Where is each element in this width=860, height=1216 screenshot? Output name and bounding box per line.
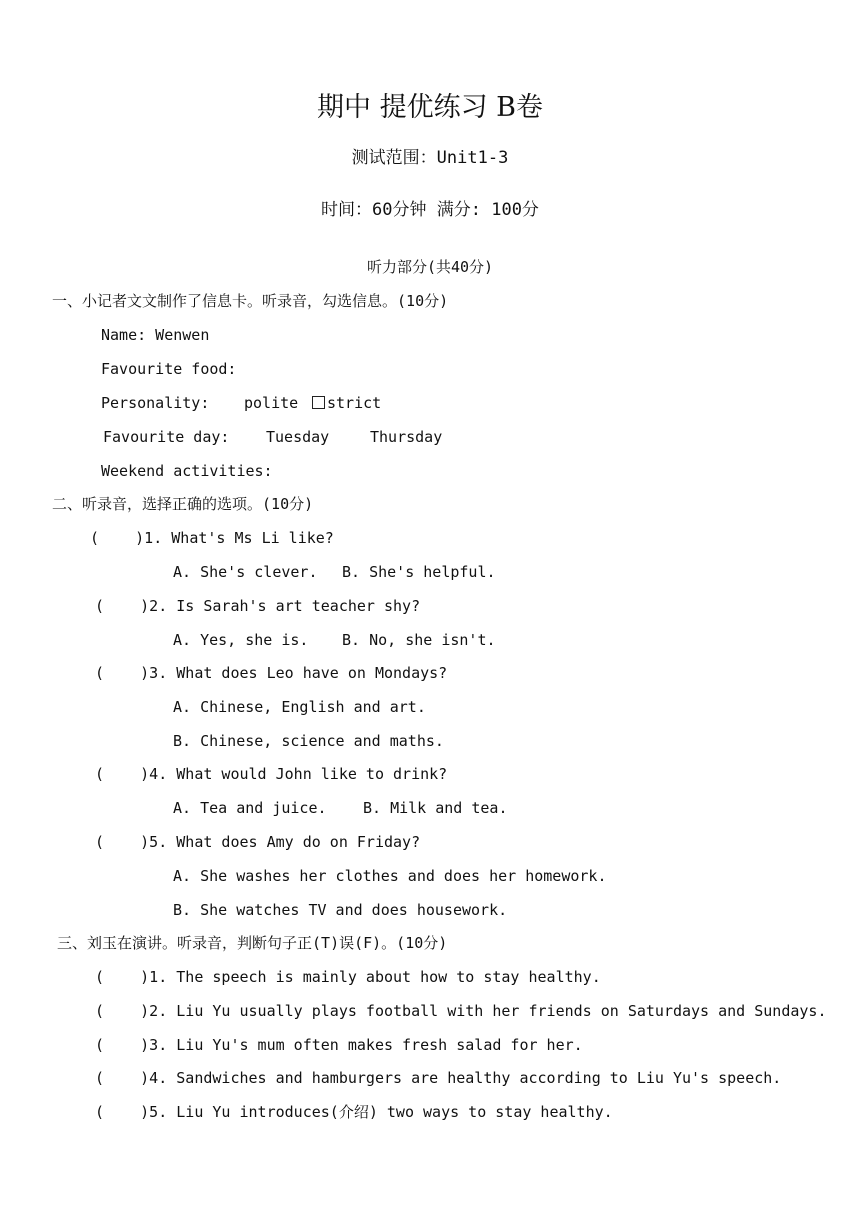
option-strict-label: strict: [327, 394, 382, 412]
question-1: ( )1. What's Ms Li like?: [90, 529, 334, 547]
question-4: ( )4. What would John like to drink?: [95, 765, 448, 783]
question-3-option-a: A. Chinese, English and art.: [173, 698, 426, 716]
question-5: ( )5. What does Amy do on Friday?: [95, 833, 421, 851]
listening-part-heading: 听力部分(共40分): [366, 258, 494, 276]
question-2: ( )2. Is Sarah's art teacher shy?: [95, 597, 421, 615]
question-1-option-a: A. She's clever.: [173, 563, 318, 581]
question-4-option-a: A. Tea and juice.: [173, 799, 327, 817]
option-polite: polite: [244, 394, 299, 412]
statement-2: ( )2. Liu Yu usually plays football with her friends on Saturdays and Sundays.: [95, 1002, 827, 1020]
info-weekend-activities: Weekend activities:: [101, 462, 273, 480]
test-range: 测试范围：Unit1-3: [351, 148, 509, 168]
statement-1: ( )1. The speech is mainly about how to stay healthy.: [95, 968, 601, 986]
question-5-option-a: A. She washes her clothes and does her homework.: [173, 867, 607, 885]
option-tuesday: Tuesday: [266, 428, 330, 446]
question-3-option-b: B. Chinese, science and maths.: [173, 732, 444, 750]
question-3: ( )3. What does Leo have on Mondays?: [95, 664, 448, 682]
question-2-option-a: A. Yes, she is.: [173, 631, 309, 649]
option-strict: [312, 396, 381, 411]
option-thursday: Thursday: [370, 428, 443, 446]
question-1-option-b: B. She's helpful.: [342, 563, 496, 581]
section1-heading: 一、小记者文文制作了信息卡。听录音，勾选信息。(10分): [52, 292, 449, 310]
question-5-option-b: B. She watches TV and does housework.: [173, 901, 508, 919]
info-personality-label: Personality:: [101, 394, 210, 412]
statement-5: ( )5. Liu Yu introduces(介绍) two ways to stay healthy.: [95, 1103, 613, 1121]
time-and-score: 时间：60分钟 满分: 100分: [321, 200, 539, 220]
section3-heading: 三、刘玉在演讲。听录音，判断句子正(T)误(F)。(10分): [57, 934, 448, 952]
page-title: 期中 提优练习 B卷: [316, 92, 543, 123]
info-name: Name: Wenwen: [101, 326, 210, 344]
info-favourite-day-label: Favourite day:: [103, 428, 230, 446]
question-2-option-b: B. No, she isn't.: [342, 631, 496, 649]
statement-4: ( )4. Sandwiches and hamburgers are healthy according to Liu Yu's speech.: [95, 1069, 782, 1087]
statement-3: ( )3. Liu Yu's mum often makes fresh salad for her.: [95, 1036, 583, 1054]
section2-heading: 二、听录音，选择正确的选项。(10分): [52, 495, 314, 513]
question-4-option-b: B. Milk and tea.: [363, 799, 508, 817]
checkbox-icon[interactable]: [312, 396, 325, 409]
info-favourite-food: Favourite food:: [101, 360, 237, 378]
